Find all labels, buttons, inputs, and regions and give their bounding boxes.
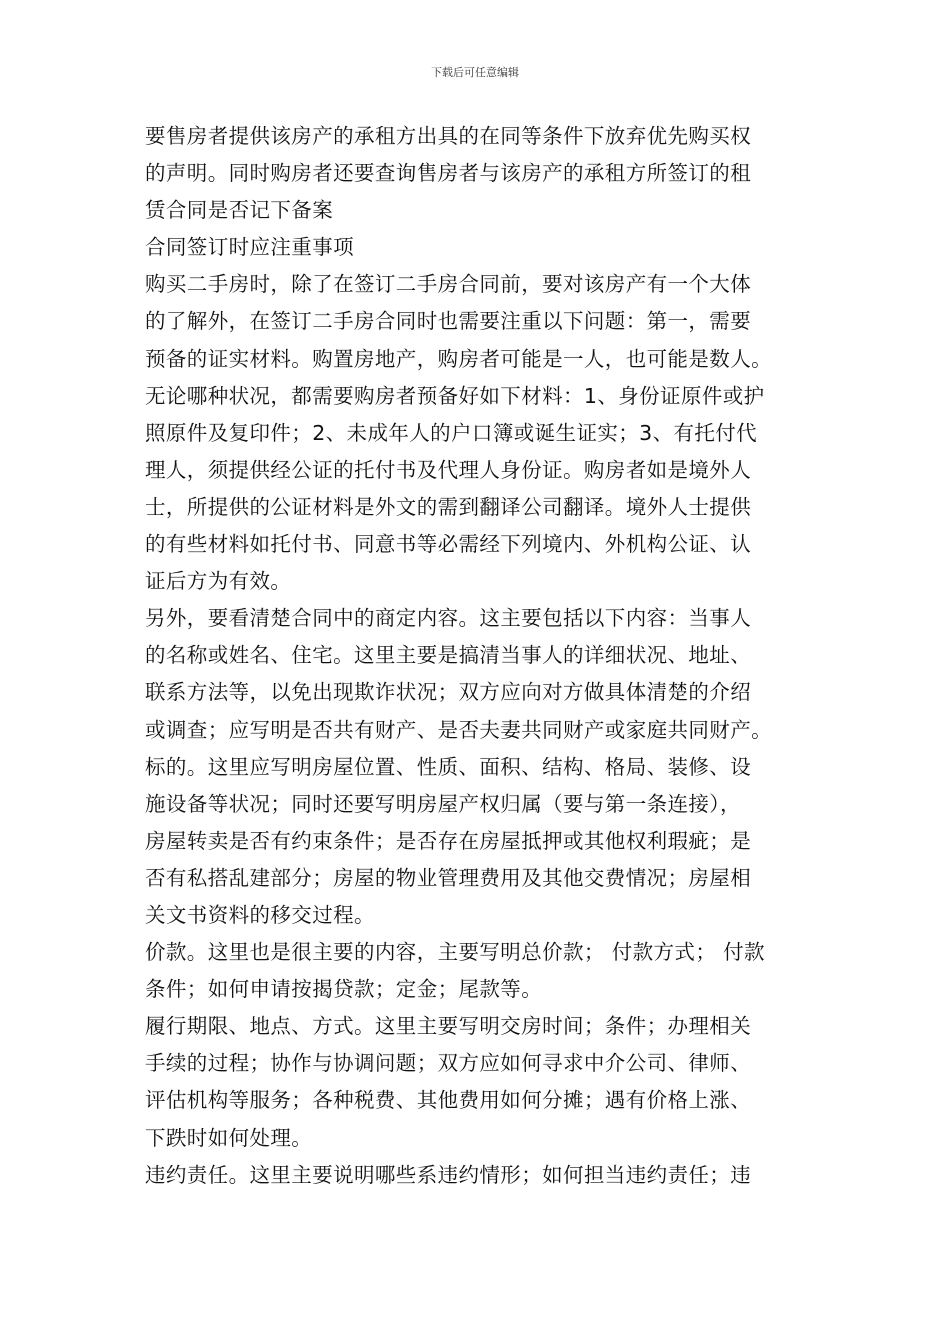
body-line: 预备的证实材料。购置房地产，购房者可能是一人，也可能是数人。 [145,346,772,371]
body-line: 条件；如何申请按揭贷款；定金；尾款等。 [145,977,543,1002]
page-header: 下载后可任意编辑 [431,66,519,79]
body-line: 标的。这里应写明房屋位置、性质、面积、结构、格局、装修、设 [145,754,752,779]
body-line: 履行期限、地点、方式。这里主要写明交房时间；条件；办理相关 [145,1014,752,1039]
body-line: 或调查；应写明是否共有财产、是否夫妻共同财产或家庭共同财产。 [145,717,772,742]
document-body [145,118,810,1194]
body-line: 无论哪种状况，都需要购房者预备好如下材料：1、身份证原件或护 [145,383,765,408]
body-line: 施设备等状况；同时还要写明房屋产权归属（要与第一条连接）， [145,791,741,816]
body-line: 的了解外，在签订二手房合同时也需要注重以下问题：第一，需要 [145,309,752,334]
body-line: 手续的过程；协作与协调问题；双方应如何寻求中介公司、律师、 [145,1051,752,1076]
body-line: 评估机构等服务；各种税费、其他费用如何分摊；遇有价格上涨、 [145,1088,752,1113]
body-line: 关文书资料的移交过程。 [145,902,375,927]
section-heading: 合同签订时应注重事项 [145,235,354,260]
body-line: 照原件及复印件；2、未成年人的户口簿或诞生证实；3、有托付代 [145,420,758,445]
body-line: 否有私搭乱建部分；房屋的物业管理费用及其他交费情况；房屋相 [145,865,752,890]
body-line: 联系方法等，以免出现欺诈状况；双方应向对方做具体清楚的介绍 [145,680,752,705]
body-line: 要售房者提供该房产的承租方出具的在同等条件下放弃优先购买权 [145,124,752,148]
body-line: 士，所提供的公证材料是外文的需到翻译公司翻译。境外人士提供 [145,494,752,519]
body-line: 下跌时如何处理。 [145,1125,313,1150]
body-line: 违约责任。这里主要说明哪些系违约情形；如何担当违约责任；违 [145,1162,752,1187]
body-line: 证后方为有效。 [145,569,292,594]
body-line: 的声明。同时购房者还要查询售房者与该房产的承租方所签订的租 [145,161,752,186]
body-line: 价款。这里也是很主要的内容，主要写明总价款； 付款方式； 付款 [145,940,765,965]
body-line: 理人，须提供经公证的托付书及代理人身份证。购房者如是境外人 [145,457,752,482]
body-line: 的名称或姓名、住宅。这里主要是搞清当事人的详细状况、地址、 [145,643,752,668]
body-line: 购买二手房时，除了在签订二手房合同前，要对该房产有一个大体 [145,272,752,297]
body-line: 的有些材料如托付书、同意书等必需经下列境内、外机构公证、认 [145,532,752,557]
body-line: 房屋转卖是否有约束条件；是否存在房屋抵押或其他权利瑕疵；是 [145,828,752,853]
body-line: 赁合同是否记下备案 [145,198,334,223]
body-line: 另外，要看清楚合同中的商定内容。这主要包括以下内容：当事人 [145,606,752,631]
